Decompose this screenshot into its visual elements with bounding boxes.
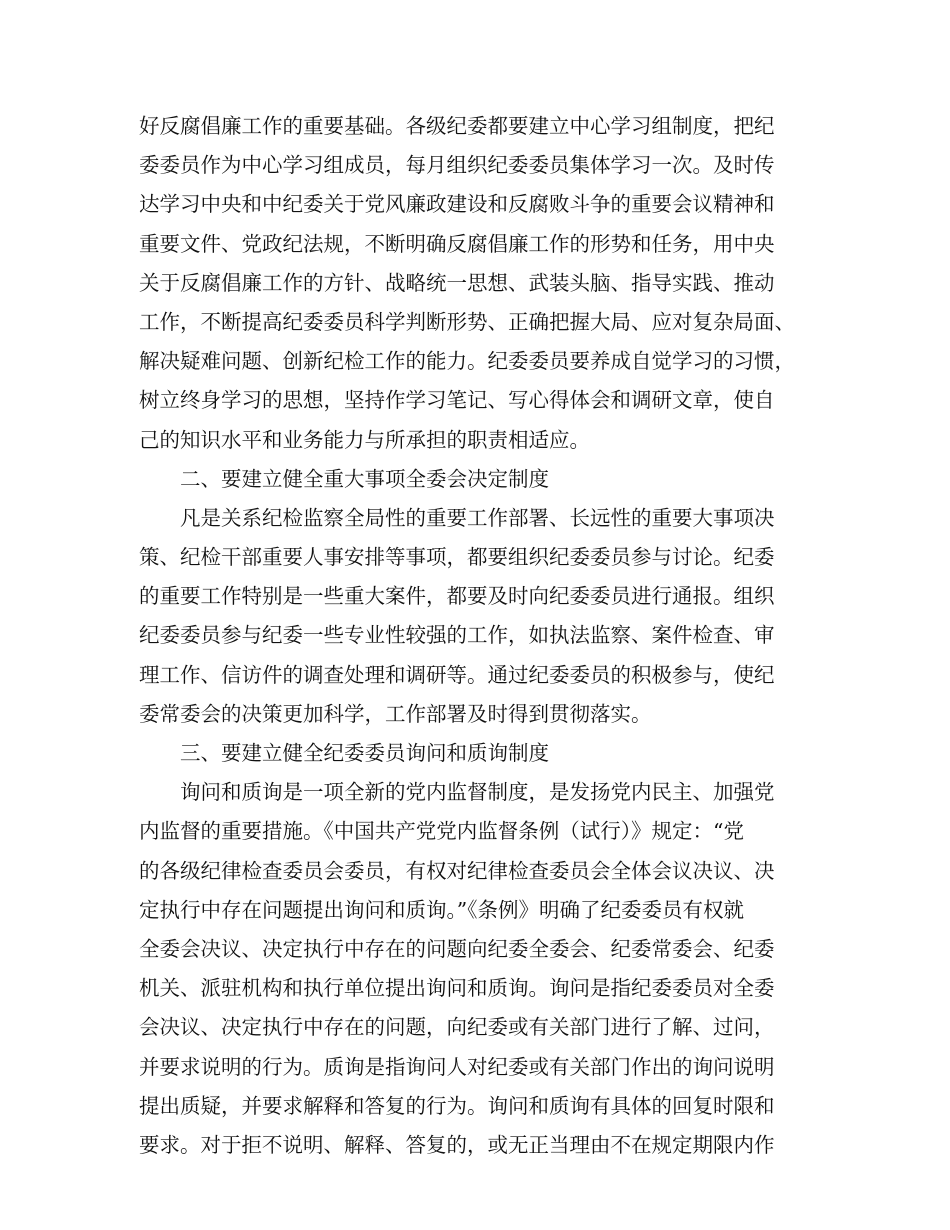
text-line: 二、要建立健全重大事项全委会决定制度 bbox=[180, 466, 549, 491]
text-line: 关于反腐倡廉工作的方针、战略统一思想、武装头脑、指导实践、推动 bbox=[139, 270, 775, 295]
text-line: 重要文件、党政纪法规，不断明确反腐倡廉工作的形势和任务，用中央 bbox=[139, 231, 775, 256]
text-line: 提出质疑，并要求解释和答复的行为。询问和质询有具体的回复时限和 bbox=[139, 1093, 775, 1118]
text-line: 委委员作为中心学习组成员，每月组织纪委委员集体学习一次。及时传 bbox=[139, 153, 775, 178]
text-line: 己的知识水平和业务能力与所承担的职责相适应。 bbox=[139, 427, 590, 452]
text-line: 策、纪检干部重要人事安排等事项，都要组织纪委委员参与讨论。纪委 bbox=[139, 545, 775, 570]
text-line: 纪委委员参与纪委一些专业性较强的工作，如执法监察、案件检查、审 bbox=[139, 623, 775, 648]
text-line: 会决议、决定执行中存在的问题，向纪委或有关部门进行了解、过问， bbox=[139, 1015, 775, 1040]
text-line: 的重要工作特别是一些重大案件，都要及时向纪委委员进行通报。组织 bbox=[139, 584, 775, 609]
text-line: 并要求说明的行为。质询是指询问人对纪委或有关部门作出的询问说明 bbox=[139, 1054, 775, 1079]
text-line: 好反腐倡廉工作的重要基础。各级纪委都要建立中心学习组制度，把纪 bbox=[139, 114, 775, 138]
document-body bbox=[139, 107, 829, 1165]
text-line: 理工作、信访件的调查处理和调研等。通过纪委委员的积极参与，使纪 bbox=[139, 662, 775, 687]
text-line: 三、要建立健全纪委委员询问和质询制度 bbox=[180, 741, 549, 765]
text-line: 机关、派驻机构和执行单位提出询问和质询。询问是指纪委委员对全委 bbox=[139, 976, 775, 1001]
text-line: 定执行中存在问题提出询问和质询。”《条例》明确了纪委委员有权就 bbox=[139, 897, 744, 922]
text-line: 要求。对于拒不说明、解释、答复的，或无正当理由不在规定期限内作 bbox=[139, 1132, 775, 1157]
text-line: 工作，不断提高纪委委员科学判断形势、正确把握大局、应对复杂局面、 bbox=[139, 309, 795, 334]
text-line: 树立终身学习的思想，坚持作学习笔记、写心得体会和调研文章，使自 bbox=[139, 388, 775, 413]
text-line: 内监督的重要措施。《中国共产党党内监督条例（试行）》规定：“党 bbox=[139, 819, 744, 844]
text-line: 的各级纪律检查委员会委员，有权对纪律检查委员会全体会议决议、决 bbox=[139, 858, 775, 883]
text-line: 凡是关系纪检监察全局性的重要工作部署、长远性的重要大事项决 bbox=[180, 505, 775, 530]
text-line: 解决疑难问题、创新纪检工作的能力。纪委委员要养成自觉学习的习惯， bbox=[139, 349, 795, 374]
text-line: 委常委会的决策更加科学，工作部署及时得到贯彻落实。 bbox=[139, 701, 652, 726]
text-line: 达学习中央和中纪委关于党风廉政建设和反腐败斗争的重要会议精神和 bbox=[139, 192, 775, 217]
text-line: 全委会决议、决定执行中存在的问题向纪委全委会、纪委常委会、纪委 bbox=[139, 936, 775, 961]
text-line: 询问和质询是一项全新的党内监督制度，是发扬党内民主、加强党 bbox=[180, 780, 775, 805]
